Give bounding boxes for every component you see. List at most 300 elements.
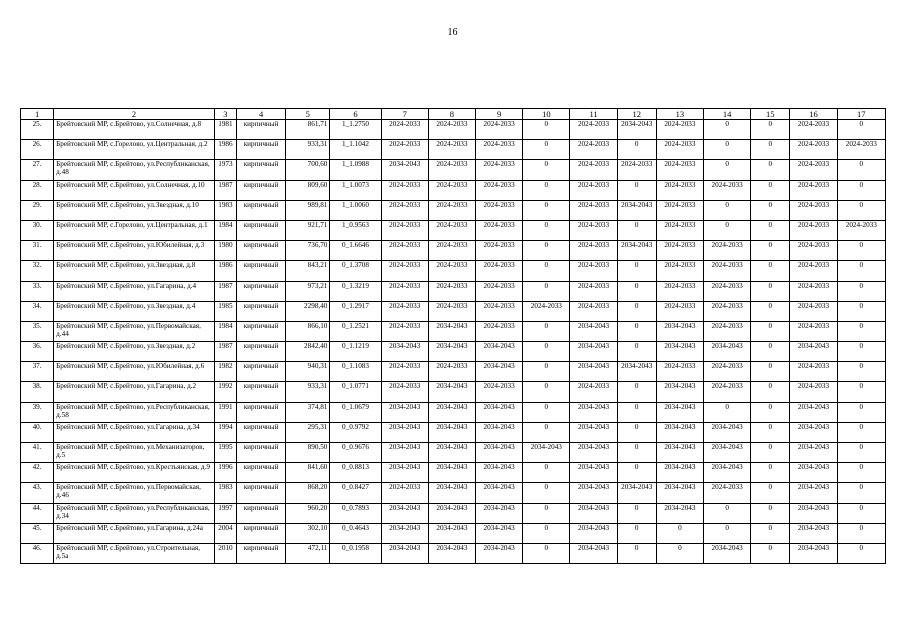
- table-cell: 0: [523, 180, 570, 200]
- table-cell: 0: [751, 382, 790, 402]
- table-cell: 2034-2043: [704, 342, 751, 362]
- table-cell: 2024-2033: [790, 241, 837, 261]
- table-cell: 0: [523, 140, 570, 160]
- table-cell: 2024-2033: [790, 362, 837, 382]
- table-cell: 2034-2043: [570, 362, 617, 382]
- row-number-cell: 38.: [21, 382, 54, 402]
- table-row: [21, 140, 886, 160]
- column-header-11: 11: [570, 109, 617, 120]
- table-cell: 2034-2043: [656, 483, 703, 503]
- address-cell: Брейтовский МР, с.Брейтово, ул.Первомайская, д.46: [54, 483, 215, 503]
- table-cell: 0: [837, 382, 885, 402]
- table-cell: кирпичный: [236, 180, 285, 200]
- column-header-17: 17: [837, 109, 885, 120]
- table-cell: 2034-2043: [476, 342, 523, 362]
- table-cell: 0: [617, 402, 656, 422]
- table-cell: кирпичный: [236, 402, 285, 422]
- table-cell: 1973: [214, 160, 236, 180]
- column-header-3: 3: [214, 109, 236, 120]
- table-cell: кирпичный: [236, 523, 285, 543]
- table-cell: 0: [837, 463, 885, 483]
- table-cell: 2024-2033: [428, 301, 475, 321]
- address-cell: Брейтовский МР, с.Брейтово, ул.Гагарина, д.4: [54, 281, 215, 301]
- row-number-cell: 37.: [21, 362, 54, 382]
- table-cell: 2024-2033: [570, 382, 617, 402]
- table-cell: 0_1.6646: [330, 241, 381, 261]
- table-cell: 0: [523, 120, 570, 140]
- address-cell: Брейтовский МР, с.Брейтово, ул.Республиканская, д.34: [54, 503, 215, 523]
- table-cell: 2024-2033: [381, 483, 428, 503]
- table-row: [21, 463, 886, 483]
- table-cell: 2010: [214, 543, 236, 563]
- column-header-5: 5: [286, 109, 330, 120]
- table-cell: 2024-2033: [570, 241, 617, 261]
- table-cell: 1986: [214, 140, 236, 160]
- table-cell: 0: [523, 281, 570, 301]
- table-cell: 2024-2033: [476, 261, 523, 281]
- table-cell: 0: [617, 342, 656, 362]
- column-header-8: 8: [428, 109, 475, 120]
- table-cell: 2024-2033: [790, 140, 837, 160]
- table-cell: 0: [837, 402, 885, 422]
- table-cell: 2024-2033: [656, 281, 703, 301]
- address-cell: Брейтовский МР, с.Брейтово, ул.Республиканская, д.48: [54, 160, 215, 180]
- table-cell: 0: [523, 523, 570, 543]
- table-cell: 841,60: [286, 463, 330, 483]
- column-header-12: 12: [617, 109, 656, 120]
- table-cell: 0: [751, 140, 790, 160]
- table-cell: 2034-2043: [381, 402, 428, 422]
- table-cell: 1983: [214, 483, 236, 503]
- row-number-cell: 40.: [21, 422, 54, 442]
- table-cell: 0: [704, 120, 751, 140]
- table-cell: кирпичный: [236, 261, 285, 281]
- table-cell: 0: [751, 443, 790, 463]
- table-cell: 2034-2043: [617, 200, 656, 220]
- table-cell: 2034-2043: [476, 443, 523, 463]
- table-cell: 0: [617, 180, 656, 200]
- table-cell: 0_0.7893: [330, 503, 381, 523]
- row-number-cell: 29.: [21, 200, 54, 220]
- table-cell: 2034-2043: [428, 543, 475, 563]
- table-cell: 1982: [214, 362, 236, 382]
- table-cell: 0: [617, 382, 656, 402]
- table-cell: 0: [523, 342, 570, 362]
- table-row: [21, 503, 886, 523]
- column-header-13: 13: [656, 109, 703, 120]
- table-cell: 2024-2033: [617, 160, 656, 180]
- table-cell: 1994: [214, 422, 236, 442]
- table-cell: 0: [704, 220, 751, 240]
- table-cell: 0: [617, 321, 656, 341]
- table-cell: 2034-2043: [428, 523, 475, 543]
- table-cell: 2034-2043: [523, 443, 570, 463]
- table-cell: 1_1.0060: [330, 200, 381, 220]
- table-cell: 861,71: [286, 120, 330, 140]
- table-cell: 2024-2033: [656, 140, 703, 160]
- table-cell: 2024-2033: [570, 180, 617, 200]
- table-cell: 0_1.3219: [330, 281, 381, 301]
- table-cell: 0_1.1083: [330, 362, 381, 382]
- address-cell: Брейтовский МР, с.Горелово, ул.Центральная, д.1: [54, 220, 215, 240]
- table-cell: 2024-2033: [790, 160, 837, 180]
- row-number-cell: 27.: [21, 160, 54, 180]
- table-cell: 0: [837, 342, 885, 362]
- table-cell: 0: [751, 543, 790, 563]
- table-cell: 2024-2033: [381, 281, 428, 301]
- table-cell: 2024-2033: [428, 200, 475, 220]
- row-number-cell: 30.: [21, 220, 54, 240]
- address-cell: Брейтовский МР, с.Горелово, ул.Центральная, д.2: [54, 140, 215, 160]
- address-cell: Брейтовский МР, с.Брейтово, ул.Солнечная, д.10: [54, 180, 215, 200]
- table-cell: 2024-2033: [837, 140, 885, 160]
- table-cell: 2024-2033: [381, 180, 428, 200]
- table-cell: 2034-2043: [704, 422, 751, 442]
- table-cell: 0: [751, 422, 790, 442]
- table-cell: 2034-2043: [476, 483, 523, 503]
- table-cell: 2034-2043: [428, 402, 475, 422]
- table-cell: 2024-2033: [381, 321, 428, 341]
- table-cell: 2024-2033: [704, 382, 751, 402]
- table-cell: 2024-2033: [704, 483, 751, 503]
- table-cell: 2024-2033: [381, 220, 428, 240]
- table-cell: 2024-2033: [476, 180, 523, 200]
- table-cell: 1987: [214, 342, 236, 362]
- table-cell: 0_0.8813: [330, 463, 381, 483]
- table-cell: 973,21: [286, 281, 330, 301]
- table-cell: 0: [656, 523, 703, 543]
- table-cell: 2024-2033: [381, 261, 428, 281]
- table-cell: 0_0.4643: [330, 523, 381, 543]
- table-cell: 2024-2033: [428, 180, 475, 200]
- table-cell: 0: [837, 261, 885, 281]
- row-number-cell: 36.: [21, 342, 54, 362]
- table-cell: 2024-2033: [704, 301, 751, 321]
- table-cell: 0: [523, 422, 570, 442]
- table-cell: 809,60: [286, 180, 330, 200]
- table-cell: 0: [523, 200, 570, 220]
- table-cell: 2034-2043: [476, 523, 523, 543]
- table-cell: 0: [837, 362, 885, 382]
- table-cell: 2024-2033: [381, 301, 428, 321]
- table-cell: 2034-2043: [476, 362, 523, 382]
- table-cell: 2034-2043: [476, 422, 523, 442]
- table-cell: 2024-2033: [476, 160, 523, 180]
- row-number-cell: 33.: [21, 281, 54, 301]
- table-cell: 0: [751, 200, 790, 220]
- row-number-cell: 32.: [21, 261, 54, 281]
- table-cell: 2034-2043: [428, 382, 475, 402]
- table-cell: 0: [837, 241, 885, 261]
- table-cell: 0: [751, 160, 790, 180]
- table-cell: 0: [837, 443, 885, 463]
- table-cell: 0_1.2521: [330, 321, 381, 341]
- table-cell: 302,10: [286, 523, 330, 543]
- table-cell: 2024-2033: [428, 220, 475, 240]
- table-cell: 736,70: [286, 241, 330, 261]
- table-cell: 2034-2043: [570, 422, 617, 442]
- table-cell: кирпичный: [236, 503, 285, 523]
- table-cell: 2024-2033: [790, 261, 837, 281]
- table-cell: 1981: [214, 120, 236, 140]
- table-cell: кирпичный: [236, 321, 285, 341]
- table-cell: 0: [523, 463, 570, 483]
- row-number-cell: 28.: [21, 180, 54, 200]
- table-cell: 2024-2033: [656, 180, 703, 200]
- table-cell: кирпичный: [236, 382, 285, 402]
- table-cell: 2034-2043: [656, 443, 703, 463]
- column-header-6: 6: [330, 109, 381, 120]
- table-cell: 2024-2033: [656, 301, 703, 321]
- table-cell: 2034-2043: [704, 543, 751, 563]
- table-cell: 1983: [214, 200, 236, 220]
- page-number: 16: [447, 27, 458, 38]
- table-cell: 1996: [214, 463, 236, 483]
- column-header-7: 7: [381, 109, 428, 120]
- table-cell: 0: [523, 543, 570, 563]
- table-cell: 2034-2043: [570, 443, 617, 463]
- table-cell: 2024-2033: [704, 241, 751, 261]
- column-header-2: 2: [54, 109, 215, 120]
- table-cell: кирпичный: [236, 220, 285, 240]
- table-row: [21, 342, 886, 362]
- table-cell: 989,81: [286, 200, 330, 220]
- table-cell: 866,10: [286, 321, 330, 341]
- column-header-16: 16: [790, 109, 837, 120]
- table-cell: 2034-2043: [381, 503, 428, 523]
- table-cell: 0: [523, 160, 570, 180]
- address-cell: Брейтовский МР, с.Брейтово, ул.Юбилейная, д.3: [54, 241, 215, 261]
- table-cell: 0: [704, 503, 751, 523]
- address-cell: Брейтовский МР, с.Брейтово, ул.Звездная, д.10: [54, 200, 215, 220]
- address-cell: Брейтовский МР, с.Брейтово, ул.Звездная, д.2: [54, 342, 215, 362]
- table-cell: 0_1.0679: [330, 402, 381, 422]
- table-cell: 2034-2043: [428, 422, 475, 442]
- table-cell: 2024-2033: [570, 140, 617, 160]
- table-cell: 2298,40: [286, 301, 330, 321]
- table-cell: 0: [523, 321, 570, 341]
- table-cell: 0: [751, 261, 790, 281]
- table-cell: 2034-2043: [617, 483, 656, 503]
- table-cell: 0: [523, 362, 570, 382]
- table-cell: 2024-2033: [570, 301, 617, 321]
- table-cell: 2024-2033: [704, 362, 751, 382]
- table-cell: 0: [837, 120, 885, 140]
- table-cell: 2024-2033: [381, 120, 428, 140]
- table-cell: 0: [704, 200, 751, 220]
- table-cell: 2024-2033: [656, 220, 703, 240]
- table-cell: 0_0.9676: [330, 443, 381, 463]
- table-cell: 2034-2043: [570, 543, 617, 563]
- table-cell: 2024-2033: [570, 160, 617, 180]
- table-cell: 2024-2033: [704, 261, 751, 281]
- table-cell: 0_0.9792: [330, 422, 381, 442]
- table-header-row: [21, 109, 886, 120]
- table-cell: 2034-2043: [617, 362, 656, 382]
- table-cell: 2842,40: [286, 342, 330, 362]
- table-cell: 0: [751, 503, 790, 523]
- row-number-cell: 39.: [21, 402, 54, 422]
- table-cell: 933,31: [286, 140, 330, 160]
- table-row: [21, 301, 886, 321]
- table-cell: 2034-2043: [381, 543, 428, 563]
- table-cell: 0: [751, 321, 790, 341]
- table-cell: 2034-2043: [656, 342, 703, 362]
- table-cell: 0: [837, 301, 885, 321]
- table-cell: 0: [751, 523, 790, 543]
- table-cell: 2034-2043: [790, 463, 837, 483]
- table-cell: 2024-2033: [476, 321, 523, 341]
- table-cell: 1992: [214, 382, 236, 402]
- table-row: [21, 543, 886, 563]
- table-cell: 0: [751, 362, 790, 382]
- table-row: [21, 321, 886, 341]
- table-cell: кирпичный: [236, 140, 285, 160]
- table-cell: 2034-2043: [790, 422, 837, 442]
- table-cell: кирпичный: [236, 301, 285, 321]
- table-cell: 0: [837, 200, 885, 220]
- address-cell: Брейтовский МР, с.Брейтово, ул.Гагарина, д.2: [54, 382, 215, 402]
- table-row: [21, 180, 886, 200]
- table-cell: 1_1.2750: [330, 120, 381, 140]
- table-cell: 1991: [214, 402, 236, 422]
- table-cell: кирпичный: [236, 443, 285, 463]
- table-cell: 2024-2033: [790, 382, 837, 402]
- table-cell: 0: [751, 463, 790, 483]
- table-cell: 2034-2043: [428, 483, 475, 503]
- table-cell: 0: [523, 261, 570, 281]
- address-cell: Брейтовский МР, с.Брейтово, ул.Гагарина, д.24а: [54, 523, 215, 543]
- table-cell: 2034-2043: [381, 342, 428, 362]
- table-cell: 0: [751, 402, 790, 422]
- table-cell: 2034-2043: [381, 443, 428, 463]
- table-cell: 0: [751, 180, 790, 200]
- table-cell: 2024-2033: [476, 281, 523, 301]
- table-cell: 2024-2033: [476, 140, 523, 160]
- address-cell: Брейтовский МР, с.Брейтово, ул.Гагарина, д.34: [54, 422, 215, 442]
- column-header-10: 10: [523, 109, 570, 120]
- column-header-14: 14: [704, 109, 751, 120]
- table-cell: 2034-2043: [381, 422, 428, 442]
- table-cell: 1980: [214, 241, 236, 261]
- table-cell: 2034-2043: [381, 463, 428, 483]
- table-row: [21, 523, 886, 543]
- row-number-cell: 44.: [21, 503, 54, 523]
- table-cell: 2034-2043: [428, 443, 475, 463]
- table-cell: 2024-2033: [476, 120, 523, 140]
- table-cell: 2024-2033: [428, 120, 475, 140]
- table-cell: 2034-2043: [790, 342, 837, 362]
- table-cell: 0: [704, 523, 751, 543]
- table-cell: 0: [704, 160, 751, 180]
- table-cell: 2024-2033: [570, 120, 617, 140]
- table-cell: 0: [837, 503, 885, 523]
- table-cell: 2004: [214, 523, 236, 543]
- table-cell: 472,11: [286, 543, 330, 563]
- table-cell: кирпичный: [236, 281, 285, 301]
- table-cell: 0_0.8427: [330, 483, 381, 503]
- table-cell: 2024-2033: [790, 200, 837, 220]
- table-row: [21, 261, 886, 281]
- table-cell: 2024-2033: [523, 301, 570, 321]
- table-cell: 0: [751, 483, 790, 503]
- table-cell: 0: [523, 382, 570, 402]
- table-cell: 2024-2033: [381, 241, 428, 261]
- address-cell: Брейтовский МР, с.Брейтово, ул.Звездная, д.8: [54, 261, 215, 281]
- table-cell: 2034-2043: [656, 463, 703, 483]
- table-cell: 2024-2033: [656, 241, 703, 261]
- table-cell: кирпичный: [236, 422, 285, 442]
- table-cell: кирпичный: [236, 200, 285, 220]
- table-cell: кирпичный: [236, 120, 285, 140]
- table-row: [21, 200, 886, 220]
- table-cell: 0: [523, 483, 570, 503]
- table-cell: 2034-2043: [428, 342, 475, 362]
- table-cell: 2024-2033: [656, 120, 703, 140]
- table-cell: 2034-2043: [570, 463, 617, 483]
- table-cell: 0_0.1958: [330, 543, 381, 563]
- table-cell: 2034-2043: [790, 483, 837, 503]
- table-cell: 2034-2043: [790, 503, 837, 523]
- table-cell: 0: [617, 140, 656, 160]
- table-cell: 2024-2033: [428, 160, 475, 180]
- table-cell: 2024-2033: [428, 281, 475, 301]
- table-cell: 2024-2033: [656, 362, 703, 382]
- table-cell: 1984: [214, 220, 236, 240]
- table-cell: кирпичный: [236, 160, 285, 180]
- table-cell: 2034-2043: [790, 402, 837, 422]
- table-cell: 2034-2043: [570, 342, 617, 362]
- table-cell: 2034-2043: [704, 463, 751, 483]
- row-number-cell: 45.: [21, 523, 54, 543]
- table-cell: 2024-2033: [790, 281, 837, 301]
- table-cell: 843,21: [286, 261, 330, 281]
- table-cell: 2024-2033: [656, 261, 703, 281]
- table-cell: 0: [837, 523, 885, 543]
- table-cell: 2024-2033: [476, 220, 523, 240]
- table-cell: 2034-2043: [381, 523, 428, 543]
- table-cell: 2024-2033: [381, 140, 428, 160]
- table-cell: 2034-2043: [428, 321, 475, 341]
- table-row: [21, 160, 886, 180]
- table-cell: 2024-2033: [570, 261, 617, 281]
- housing-registry-table: [20, 108, 886, 564]
- table-cell: 2024-2033: [476, 382, 523, 402]
- table-cell: 2024-2033: [570, 281, 617, 301]
- table-cell: 2024-2033: [570, 200, 617, 220]
- table-cell: 2034-2043: [656, 382, 703, 402]
- address-cell: Брейтовский МР, с.Брейтово, ул.Солнечная, д.8: [54, 120, 215, 140]
- table-cell: 1995: [214, 443, 236, 463]
- table-cell: 0: [617, 422, 656, 442]
- table-cell: 0_1.3708: [330, 261, 381, 281]
- table-cell: 890,50: [286, 443, 330, 463]
- table-cell: 0_1.2917: [330, 301, 381, 321]
- table-cell: 1987: [214, 281, 236, 301]
- address-cell: Брейтовский МР, с.Брейтово, ул.Республиканская, д.58: [54, 402, 215, 422]
- table-cell: 2034-2043: [570, 402, 617, 422]
- table-cell: 0: [523, 220, 570, 240]
- table-cell: 2024-2033: [790, 301, 837, 321]
- table-cell: 1985: [214, 301, 236, 321]
- table-cell: 2024-2033: [656, 200, 703, 220]
- table-cell: 2034-2043: [656, 402, 703, 422]
- address-cell: Брейтовский МР, с.Брейтово, ул.Крестьянская, д.9: [54, 463, 215, 483]
- table-cell: 0: [704, 140, 751, 160]
- table-cell: 2034-2043: [570, 321, 617, 341]
- row-number-cell: 25.: [21, 120, 54, 140]
- table-cell: 921,71: [286, 220, 330, 240]
